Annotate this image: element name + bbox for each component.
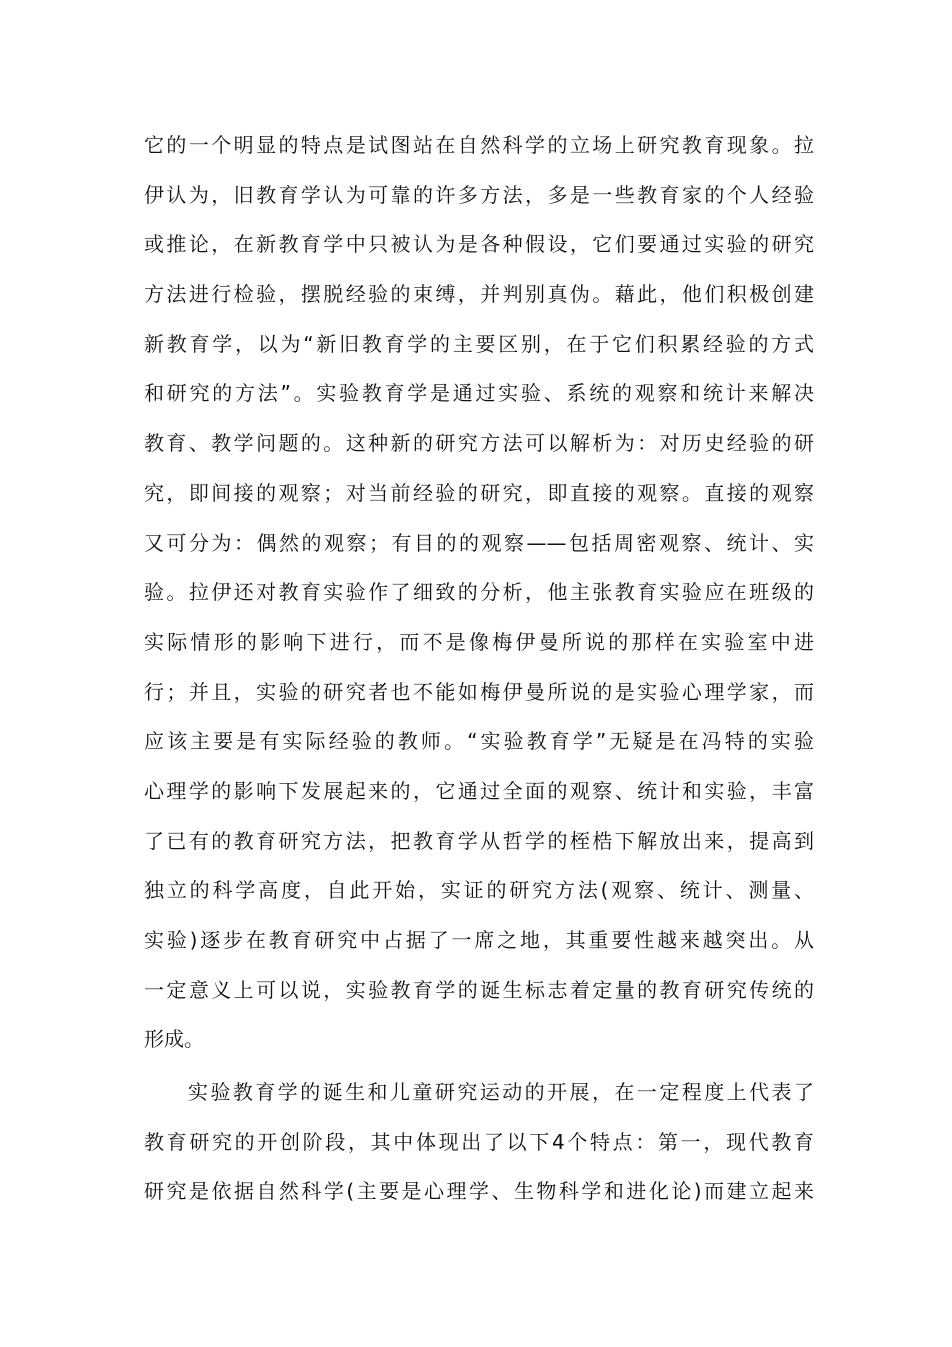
text-line: 究，即间接的观察；对当前经验的研究，即直接的观察。直接的观察 [144,480,814,505]
text-line: 又可分为：偶然的观察；有目的的观察——包括周密观察、统计、实 [144,530,814,555]
text-line: 一定意义上可以说，实验教育学的诞生标志着定量的教育研究传统的 [144,977,814,1002]
text-line: 验。拉伊还对教育实验作了细致的分析，他主张教育实验应在班级的 [144,580,814,605]
text-line: 独立的科学高度，自此开始，实证的研究方法(观察、统计、测量、 [144,878,814,903]
paragraph-2 [144,1068,814,1217]
text-line: 心理学的影响下发展起来的，它通过全面的观察、统计和实验，丰富 [144,778,814,803]
text-line: 它的一个明显的特点是试图站在自然科学的立场上研究教育现象。拉 [144,133,814,157]
text-line: 研究是依据自然科学(主要是心理学、生物科学和进化论)而建立起来 [144,1179,814,1204]
text-line: 行；并且，实验的研究者也不能如梅伊曼所说的是实验心理学家，而 [144,679,814,704]
text-line: 新教育学，以为“新旧教育学的主要区别，在于它们积累经验的方式 [144,331,814,356]
paragraph-1 [144,121,814,1065]
text-line: 方法进行检验，摆脱经验的束缚，并判别真伪。藉此，他们积极创建 [144,282,814,307]
text-line: 教育研究的开创阶段，其中体现出了以下4个特点：第一，现代教育 [144,1129,814,1154]
document-body [144,121,814,1217]
text-line: 实验教育学的诞生和儿童研究运动的开展，在一定程度上代表了 [188,1080,814,1105]
text-line: 教育、教学问题的。这种新的研究方法可以解析为：对历史经验的研 [144,431,814,456]
text-line: 实际情形的影响下进行，而不是像梅伊曼所说的那样在实验室中进 [144,629,814,654]
text-line: 或推论，在新教育学中只被认为是各种假设，它们要通过实验的研究 [144,232,814,257]
text-line: 伊认为，旧教育学认为可靠的许多方法，多是一些教育家的个人经验 [144,182,814,207]
text-line: 实验)逐步在教育研究中占据了一席之地，其重要性越来越突出。从 [144,928,814,952]
text-line: 了已有的教育研究方法，把教育学从哲学的桎梏下解放出来，提高到 [144,828,814,853]
text-line: 应该主要是有实际经验的教师。“实验教育学”无疑是在冯特的实验 [144,729,814,754]
text-line: 和研究的方法”。实验教育学是通过实验、系统的观察和统计来解决 [144,381,814,406]
text-line: 形成。 [144,1027,204,1052]
